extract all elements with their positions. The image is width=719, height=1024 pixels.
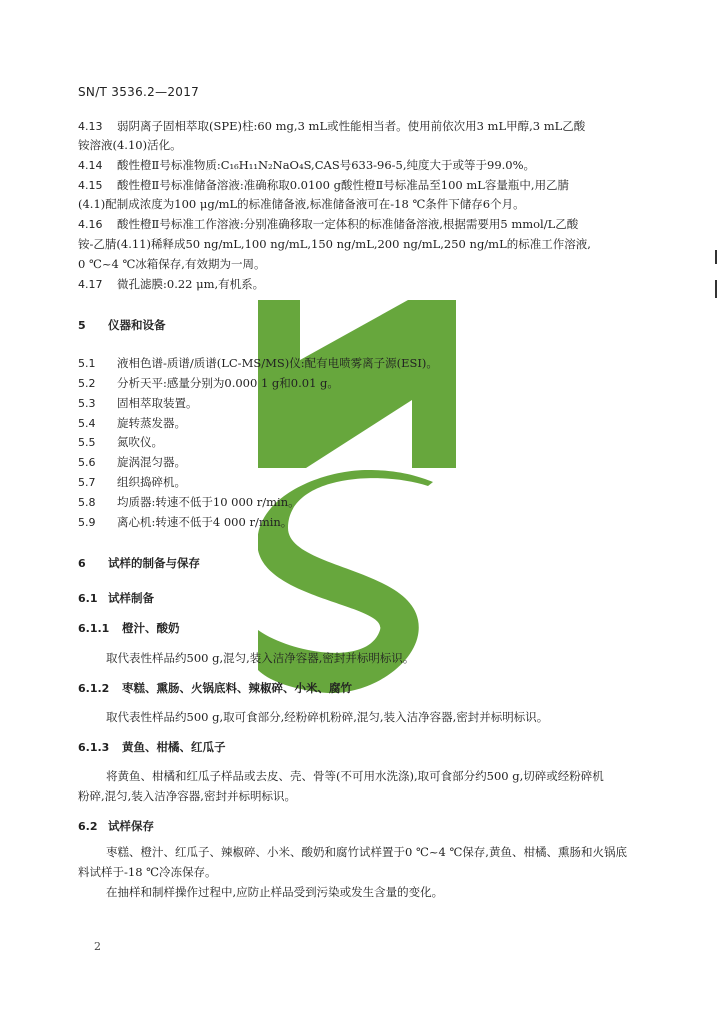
item-5-9: 5.9 离心机:转速不低于4 000 r/min。 (78, 515, 293, 529)
section-6-1-1-body: 取代表性样品约500 g,混匀,装入洁净容器,密封并标明标识。 (106, 651, 415, 665)
item-4-13-cont: 铵溶液(4.10)活化。 (78, 138, 182, 152)
section-6-1-2-heading: 6.1.2 枣糕、熏肠、火锅底料、辣椒碎、小米、腐竹 (78, 681, 352, 695)
section-6-2-heading: 6.2 试样保存 (78, 819, 154, 833)
item-4-17: 4.17 微孔滤膜:0.22 μm,有机系。 (78, 277, 265, 291)
scan-edge-mark (715, 250, 717, 264)
item-5-3: 5.3 固相萃取装置。 (78, 396, 198, 410)
item-4-16-cont1: 铵-乙腈(4.11)稀释成50 ng/mL,100 ng/mL,150 ng/mL,200 ng/mL,250 ng/mL的标准工作溶液, (78, 237, 591, 251)
section-6-2-body-2: 料试样于-18 ℃冷冻保存。 (78, 865, 217, 879)
item-5-2: 5.2 分析天平:感量分别为0.000 1 g和0.01 g。 (78, 376, 339, 390)
section-5-heading: 5 仪器和设备 (78, 318, 166, 332)
scan-edge-mark (715, 280, 717, 298)
document-code: SN/T 3536.2—2017 (78, 85, 200, 99)
item-4-16: 4.16 酸性橙Ⅱ号标准工作溶液:分别准确移取一定体积的标准储备溶液,根据需要用5 mmol/L乙酸 (78, 217, 579, 231)
item-5-5: 5.5 氮吹仪。 (78, 435, 163, 449)
item-5-1: 5.1 液相色谱-质谱/质谱(LC-MS/MS)仪:配有电喷雾离子源(ESI)。 (78, 356, 438, 370)
item-4-16-cont2: 0 ℃~4 ℃冰箱保存,有效期为一周。 (78, 257, 266, 271)
item-4-15: 4.15 酸性橙Ⅱ号标准储备溶液:准确称取0.0100 g酸性橙Ⅱ号标准品至100 mL容量瓶中,用乙腈 (78, 178, 570, 192)
item-4-13: 4.13 弱阴离子固相萃取(SPE)柱:60 mg,3 mL或性能相当者。使用前依次用3 mL甲醇,3 mL乙酸 (78, 119, 586, 133)
section-6-1-1-heading: 6.1.1 橙汁、酸奶 (78, 621, 180, 635)
section-6-1-3-heading: 6.1.3 黄鱼、柑橘、红瓜子 (78, 740, 226, 754)
section-6-1-2-body: 取代表性样品约500 g,取可食部分,经粉碎机粉碎,混匀,装入洁净容器,密封并标明标识。 (106, 710, 549, 724)
item-5-6: 5.6 旋涡混匀器。 (78, 455, 186, 469)
item-4-14: 4.14 酸性橙Ⅱ号标准物质:C₁₆H₁₁N₂NaO₄S,CAS号633-96-5,纯度大于或等于99.0%。 (78, 158, 536, 172)
item-5-4: 5.4 旋转蒸发器。 (78, 416, 186, 430)
page-number: 2 (94, 940, 101, 953)
item-5-8: 5.8 均质器:转速不低于10 000 r/min。 (78, 495, 300, 509)
section-6-1-3-body-1: 将黄鱼、柑橘和红瓜子样品或去皮、壳、骨等(不可用水洗涤),取可食部分约500 g,切碎或经粉碎机 (106, 769, 604, 783)
item-5-7: 5.7 组织捣碎机。 (78, 475, 186, 489)
section-6-2-body-1: 枣糕、橙汁、红瓜子、辣椒碎、小米、酸奶和腐竹试样置于0 ℃~4 ℃保存,黄鱼、柑橘、熏肠和火锅底 (106, 845, 627, 859)
section-6-1-3-body-2: 粉碎,混匀,装入洁净容器,密封并标明标识。 (78, 789, 296, 803)
section-6-1-heading: 6.1 试样制备 (78, 591, 154, 605)
section-6-heading: 6 试样的制备与保存 (78, 556, 200, 570)
section-6-2-body-3: 在抽样和制样操作过程中,应防止样品受到污染或发生含量的变化。 (106, 885, 444, 899)
item-4-15-cont: (4.1)配制成浓度为100 μg/mL的标准储备液,标准储备液可在-18 ℃条件下储存6个月。 (78, 197, 525, 211)
